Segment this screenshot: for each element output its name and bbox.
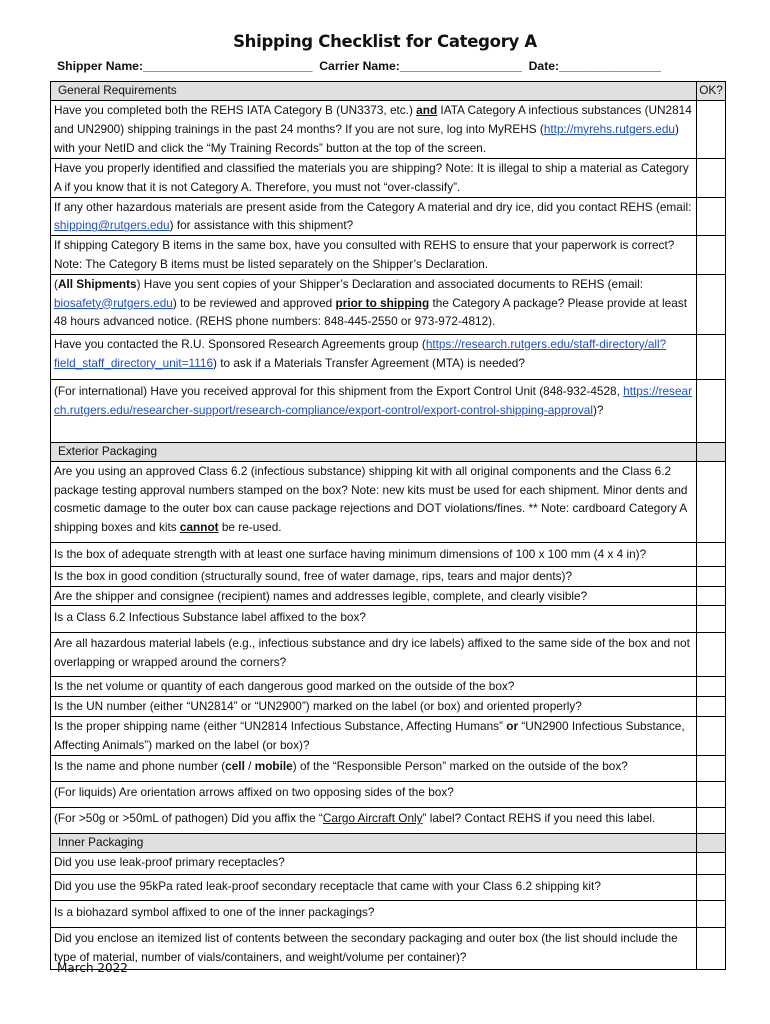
ok-checkbox-cell[interactable] (697, 677, 726, 697)
question-part: IATA Category A infectious substances (UN2814 and UN2900) shipping trainings in the past 24 months? If you are not sure, log into MyREHS ( (54, 103, 692, 136)
table-row (51, 716, 726, 755)
question-part: Have you contacted the R.U. Sponsored Research Agreements group ( (54, 336, 426, 351)
ok-checkbox-cell[interactable] (697, 236, 726, 275)
table-row (51, 159, 726, 198)
table-row (51, 606, 726, 633)
question-text (51, 379, 697, 442)
section-heading-exterior: Exterior Packaging (51, 442, 697, 461)
question-part: ( (54, 276, 58, 291)
ok-checkbox-cell[interactable] (697, 755, 726, 781)
ok-checkbox-cell[interactable] (697, 566, 726, 586)
ok-checkbox-cell[interactable] (697, 807, 726, 833)
table-row (51, 633, 726, 677)
question-text: Did you use leak-proof primary receptacles? (51, 852, 697, 874)
ok-checkbox-cell[interactable] (697, 334, 726, 379)
question-part: If any other hazardous materials are present aside from the Category A material and dry ice, did you contact REHS (email: (54, 199, 692, 214)
table-row (51, 274, 726, 334)
table-row (51, 197, 726, 236)
table-row (51, 461, 726, 542)
checklist-table (50, 81, 726, 970)
question-text (51, 716, 697, 755)
ok-checkbox-cell[interactable] (697, 781, 726, 807)
question-text: Is a biohazard symbol affixed to one of the inner packagings? (51, 900, 697, 927)
question-part: ” label? Contact REHS if you need this label. (422, 810, 656, 825)
section-row-exterior (51, 442, 726, 461)
question-text: (For liquids) Are orientation arrows affixed on two opposing sides of the box? (51, 781, 697, 807)
question-part: the Category A package? Please provide at least 48 hours advanced notice. (REHS phone numbers: 848-445-2550 or 973-972-4812). (54, 295, 687, 329)
myrehs-link[interactable]: http://myrehs.rutgers.edu (543, 121, 675, 136)
question-text: Did you use the 95kPa rated leak-proof secondary receptacle that came with your Class 6.2 shipping kit? (51, 874, 697, 900)
ok-checkbox-cell[interactable] (697, 379, 726, 442)
question-text: Are the shipper and consignee (recipient) names and addresses legible, complete, and clearly visible? (51, 586, 697, 606)
question-part: ) to ask if a Materials Transfer Agreement (MTA) is needed? (213, 355, 525, 370)
ok-checkbox-cell[interactable] (697, 697, 726, 717)
question-part: ) Have you sent copies of your Shipper’s Declaration and associated documents to REHS (email: (136, 276, 644, 291)
emphasis-text: cannot (179, 520, 219, 535)
table-row (51, 852, 726, 874)
table-row (51, 927, 726, 969)
question-text: Is the net volume or quantity of each dangerous good marked on the outside of the box? (51, 677, 697, 697)
shipping-email-link[interactable]: shipping@rutgers.edu (54, 218, 170, 233)
table-row (51, 807, 726, 833)
question-part: Is the proper shipping name (either “UN2814 Infectious Substance, Affecting Humans” (54, 718, 507, 733)
table-row (51, 379, 726, 442)
question-text (51, 274, 697, 334)
question-part: / (244, 758, 255, 773)
ok-checkbox-cell[interactable] (697, 900, 726, 927)
question-part: ) of the “Responsible Person” marked on the outside of the box? (292, 758, 628, 773)
ok-checkbox-cell[interactable] (697, 101, 726, 159)
section-ok-cell (697, 442, 726, 461)
question-text (51, 197, 697, 236)
question-text: Did you enclose an itemized list of contents between the secondary packaging and outer box (the list should include the type of material, number of vials/containers, and weight/volume per container)? (51, 927, 697, 969)
emphasis-text: and (416, 103, 438, 117)
biosafety-email-link[interactable]: biosafety@rutgers.edu (54, 295, 173, 310)
section-ok-cell (697, 833, 726, 852)
emphasis-text: All Shipments (57, 276, 137, 291)
ok-checkbox-cell[interactable] (697, 874, 726, 900)
footer-date: March 2022 (57, 961, 128, 975)
emphasis-text: Cargo Aircraft Only (322, 810, 423, 825)
section-heading-general: General Requirements (51, 82, 697, 101)
export-control-link[interactable]: https://research.rutgers.edu/researcher-support/research-compliance/export-control/export-control-shipping-approval (54, 383, 693, 417)
question-text: Is the box of adequate strength with at least one surface having minimum dimensions of 100 x 100 mm (4 x 4 in)? (51, 542, 697, 566)
page-title: Shipping Checklist for Category A (233, 32, 537, 51)
section-row-general (51, 82, 726, 101)
ok-checkbox-cell[interactable] (697, 159, 726, 198)
table-row (51, 781, 726, 807)
ok-header-cell (697, 82, 726, 101)
table-row (51, 101, 726, 159)
question-text (51, 334, 697, 379)
table-row (51, 874, 726, 900)
question-part: ) with your NetID and click the “My Training Records” button at the top of the screen. (54, 121, 679, 155)
question-text: If shipping Category B items in the same box, have you consulted with REHS to ensure that your paperwork is correct? Note: The Category B items must be listed separately on the Shipper’s Declaration. (51, 236, 697, 275)
ok-checkbox-cell[interactable] (697, 542, 726, 566)
question-part: Is the name and phone number ( (54, 758, 226, 773)
question-part: (For >50g or >50mL of pathogen) Did you affix the “ (54, 810, 323, 825)
table-row (51, 900, 726, 927)
question-text (51, 807, 697, 833)
emphasis-text: mobile (254, 758, 293, 773)
table-row (51, 697, 726, 717)
question-text: Is a Class 6.2 Infectious Substance label affixed to the box? (51, 606, 697, 633)
section-row-inner (51, 833, 726, 852)
table-row (51, 542, 726, 566)
ok-checkbox-cell[interactable] (697, 586, 726, 606)
ok-checkbox-cell[interactable] (697, 716, 726, 755)
question-text: Are all hazardous material labels (e.g., infectious substance and dry ice labels) affixed to the same side of the box and not overlapping or wrapped around the corners? (51, 633, 697, 677)
ok-checkbox-cell[interactable] (697, 274, 726, 334)
question-part: ) to be reviewed and approved (172, 295, 336, 310)
ok-header: OK? (699, 83, 723, 97)
sponsored-research-link[interactable]: https://research.rutgers.edu/staff-directory/all?field_staff_directory_unit=1116 (54, 336, 667, 370)
question-part: )? (592, 402, 604, 417)
table-row (51, 755, 726, 781)
table-row (51, 236, 726, 275)
question-text: Is the box in good condition (structurally sound, free of water damage, rips, tears and major dents)? (51, 566, 697, 586)
ok-checkbox-cell[interactable] (697, 633, 726, 677)
table-row (51, 677, 726, 697)
question-text: Is the UN number (either “UN2814” or “UN2900”) marked on the label (or box) and oriented properly? (51, 697, 697, 717)
emphasis-text: or (506, 718, 519, 733)
shipper-carrier-date-line: Shipper Name:_________________________ Carrier Name:__________________ Date:_______________ (57, 59, 661, 73)
table-row (51, 586, 726, 606)
question-part: “UN2900 Infectious Substance, Affecting Animals”) marked on the label (or box)? (54, 718, 685, 752)
ok-checkbox-cell[interactable] (697, 852, 726, 874)
table-row (51, 334, 726, 379)
question-part: be re-used. (218, 520, 282, 535)
question-part: Have you completed both the REHS IATA Category B (UN3373, etc.) (54, 103, 417, 117)
emphasis-text: prior to shipping (335, 295, 430, 310)
question-text (51, 461, 697, 542)
question-part: (For international) Have you received approval for this shipment from the Export Control Unit (848-932-4528, (54, 383, 624, 398)
question-part: Are you using an approved Class 6.2 (infectious substance) shipping kit with all original components and the Class 6.2 package testing approval numbers stamped on the box? Note: new kits must be used for each shipment. Minor dents and cosmetic damage to the outer box can cause package rejections and DOT violations/fines. ** Note: cardboard Category A shipping boxes and kits (54, 463, 688, 535)
ok-checkbox-cell[interactable] (697, 927, 726, 969)
ok-checkbox-cell[interactable] (697, 461, 726, 542)
section-heading-inner: Inner Packaging (51, 833, 697, 852)
question-text (51, 101, 697, 159)
table-row (51, 566, 726, 586)
question-text (51, 755, 697, 781)
question-text: Have you properly identified and classified the materials you are shipping? Note: It is illegal to ship a material as Category A if you know that it is not Category A. Therefore, you must not “over-classify”. (51, 159, 697, 198)
question-part: ) for assistance with this shipment? (169, 218, 354, 233)
ok-checkbox-cell[interactable] (697, 197, 726, 236)
ok-checkbox-cell[interactable] (697, 606, 726, 633)
emphasis-text: cell (225, 758, 245, 773)
